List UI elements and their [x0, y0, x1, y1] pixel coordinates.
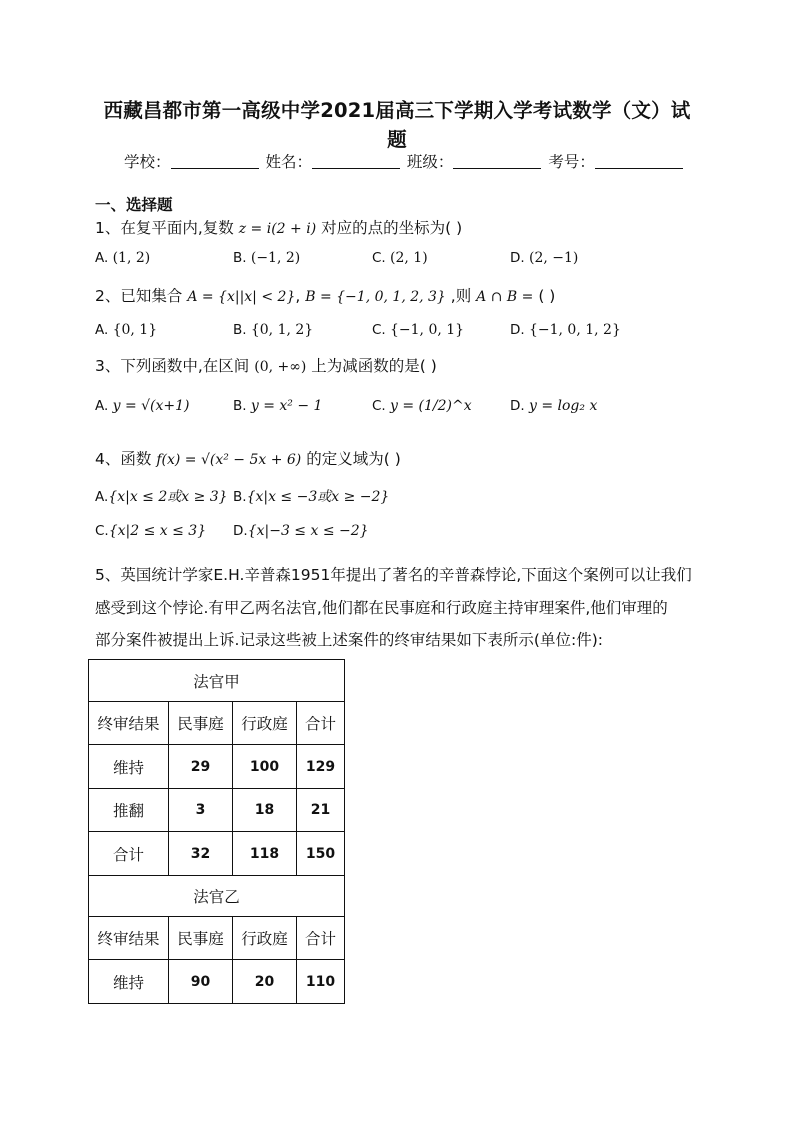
section-heading: 一、选择题	[95, 196, 173, 214]
q4-option-b[interactable]: B.{x|x ≤ −3或x ≥ −2}	[233, 489, 390, 505]
q1-option-d[interactable]: D. (2, −1)	[510, 250, 579, 266]
table-cell: 21	[297, 789, 345, 832]
table-cell: 29	[169, 745, 233, 789]
q3-text: 3、下列函数中,在区间	[95, 357, 250, 375]
header-cell: 行政庭	[233, 917, 297, 960]
q4-expression: f(x) = √(x² − 5x + 6)	[156, 452, 302, 468]
school-blank[interactable]	[171, 152, 259, 169]
q2-option-b[interactable]: B. {0, 1, 2}	[233, 322, 314, 338]
table-cell: 110	[297, 960, 345, 1004]
question-2	[95, 284, 555, 306]
table-cell: 20	[233, 960, 297, 1004]
title-line-2: 题	[387, 128, 407, 151]
q1-option-a[interactable]: A. (1, 2)	[95, 250, 151, 266]
q3-text-end: 上为减函数的是( )	[311, 357, 437, 375]
exam-title	[95, 96, 699, 154]
q5-line-2: 感受到这个悖论.有甲乙两名法官,他们都在民事庭和行政庭主持审理案件,他们审理的	[95, 599, 668, 617]
judge-b-header: 法官乙	[89, 876, 345, 917]
school-label: 学校：	[124, 153, 171, 171]
header-cell: 行政庭	[233, 702, 297, 745]
q5-line-1: 5、英国统计学家E.H.辛普森1951年提出了著名的辛普森悖论,下面这个案例可以让我们	[95, 566, 692, 584]
q4-text-end: 的定义域为( )	[306, 450, 401, 468]
question-4	[95, 447, 401, 469]
q1-expression: z = i(2 + i)	[238, 221, 317, 237]
q4-option-c[interactable]: C.{x|2 ≤ x ≤ 3}	[95, 523, 207, 539]
q3-interval: (0, +∞)	[254, 359, 307, 375]
title-line-1: 西藏昌都市第一高级中学2021届高三下学期入学考试数学（文）试	[103, 99, 691, 122]
row-label: 维持	[89, 960, 169, 1004]
q3-option-a[interactable]: A. y = √(x+1)	[95, 398, 190, 414]
q2-option-c[interactable]: C. {−1, 0, 1}	[372, 322, 465, 338]
number-blank[interactable]	[595, 152, 683, 169]
row-label: 推翻	[89, 789, 169, 832]
q2-expression: A ∩ B =	[476, 289, 534, 305]
q1-text-end: 对应的点的坐标为( )	[321, 219, 463, 237]
row-label: 合计	[89, 832, 169, 876]
q4-text: 4、函数	[95, 450, 152, 468]
judge-a-header: 法官甲	[89, 660, 345, 702]
q2-text-end: ( )	[538, 287, 556, 305]
name-blank[interactable]	[312, 152, 400, 169]
q1-text: 1、在复平面内,复数	[95, 219, 234, 237]
q4-option-d[interactable]: D.{x|−3 ≤ x ≤ −2}	[233, 523, 369, 539]
table-cell: 150	[297, 832, 345, 876]
class-blank[interactable]	[453, 152, 541, 169]
q3-option-b[interactable]: B. y = x² − 1	[233, 398, 323, 414]
header-cell: 终审结果	[89, 917, 169, 960]
table-cell: 129	[297, 745, 345, 789]
q2-set-a: A = {x||x| < 2}	[187, 289, 296, 305]
header-cell: 民事庭	[169, 917, 233, 960]
q2-set-b: B = {−1, 0, 1, 2, 3}	[305, 289, 446, 305]
table-cell: 32	[169, 832, 233, 876]
student-info-line	[124, 150, 685, 172]
court-results-table	[88, 659, 345, 1004]
q2-option-d[interactable]: D. {−1, 0, 1, 2}	[510, 322, 621, 338]
table-row	[89, 960, 345, 1004]
header-cell: 合计	[297, 917, 345, 960]
q3-option-c[interactable]: C. y = (1/2)^x	[372, 398, 472, 414]
header-cell: 合计	[297, 702, 345, 745]
question-3	[95, 354, 437, 376]
q2-text: 2、已知集合	[95, 287, 183, 305]
question-1	[95, 216, 462, 238]
q2-option-a[interactable]: A. {0, 1}	[95, 322, 158, 338]
class-label: 班级：	[406, 153, 454, 171]
table-cell: 18	[233, 789, 297, 832]
q2-separator: ,	[295, 287, 301, 305]
table-row	[89, 789, 345, 832]
q2-text-mid: ,则	[450, 287, 472, 305]
row-label: 维持	[89, 745, 169, 789]
table-cell: 90	[169, 960, 233, 1004]
header-cell: 民事庭	[169, 702, 233, 745]
name-label: 姓名：	[265, 153, 312, 171]
table-header-row	[89, 702, 345, 745]
q4-option-a[interactable]: A.{x|x ≤ 2或x ≥ 3}	[95, 489, 228, 505]
number-label: 考号：	[548, 153, 595, 171]
q1-option-b[interactable]: B. (−1, 2)	[233, 250, 301, 266]
table-cell: 3	[169, 789, 233, 832]
table-row	[89, 832, 345, 876]
q3-option-d[interactable]: D. y = log₂ x	[510, 398, 598, 414]
q1-option-c[interactable]: C. (2, 1)	[372, 250, 428, 266]
table-cell: 118	[233, 832, 297, 876]
table-cell: 100	[233, 745, 297, 789]
q5-line-3: 部分案件被提出上诉.记录这些被上述案件的终审结果如下表所示(单位:件):	[95, 631, 603, 649]
table-header-row	[89, 917, 345, 960]
table-row	[89, 745, 345, 789]
header-cell: 终审结果	[89, 702, 169, 745]
